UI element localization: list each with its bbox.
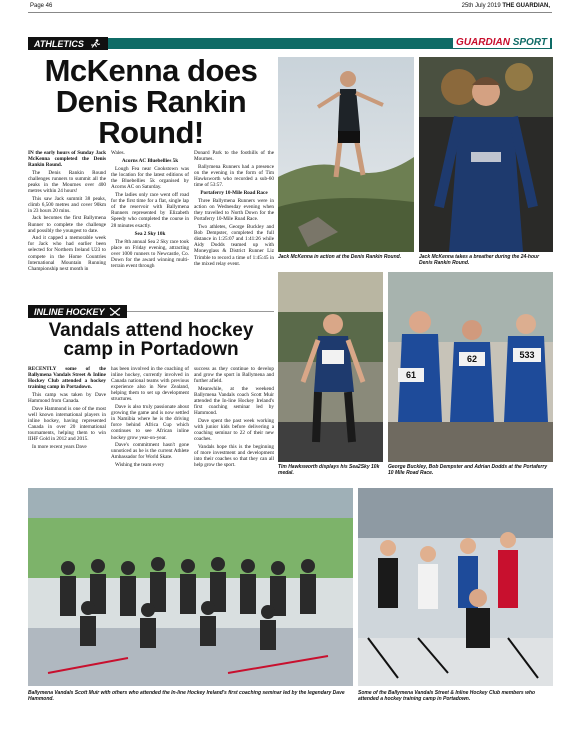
- article2-headline: Vandals attend hockey camp in Portadown: [48, 320, 254, 360]
- article1-column-3: [194, 150, 274, 300]
- issue-date: 25th July 2019: [461, 3, 501, 9]
- photo-jack-breather: [419, 57, 553, 252]
- article1-column-2: [111, 150, 189, 300]
- paragraph: The 8th annual Sea 2 Sky race took place on Friday evening, attracting over 1000 runners to Newcastle, Co. Down for the award winning multi-terrain event through: [111, 238, 189, 270]
- caption-photo4: George Buckley, Bob Dempster and Adrian Dodds at the Portaferry 10 Mile Road Race.: [388, 464, 548, 476]
- article2-column-1: [28, 366, 106, 484]
- paragraph: Three Ballymena Runners were in action on Wednesday evening when they travelled to North Down for the Portaferry 10-Mile Road Race.: [194, 198, 274, 223]
- brand-primary: GUARDIAN: [456, 37, 510, 48]
- caption-photo6: Some of the Ballymena Vandals Street & Inline Hockey Club members who attended a hockey training camp in Portadown.: [358, 690, 536, 702]
- runner-icon: [88, 39, 102, 48]
- subhead-sea2sky: Sea 2 Sky 10k: [134, 230, 166, 237]
- bib-number: 533: [513, 348, 541, 362]
- paragraph: Vandals hope this is the beginning of more investment and development into their coaches so that they can all help grow the sport.: [194, 443, 274, 468]
- paragraph: The ladies only race went off road for the first time for a flat, single lap of the reservoir with Ballymena Runners represented by Elizabeth Speedy who completed the course in 28 minutes exactly.: [111, 192, 189, 229]
- paragraph: Meanwhile, at the weekend Ballymena Vandals coach Scott Muir attended the In-line Hockey Ireland's first coaching seminar led by Hammond.: [194, 385, 274, 417]
- publication-name: THE GUARDIAN,: [502, 3, 550, 9]
- paragraph: Lough Fea near Cookstown was the location for the latest editions of the Bluebellies 5k organised by Acorns AC on Saturday.: [111, 166, 189, 191]
- paragraph: Donard Park to the foothills of the Mournes.: [194, 150, 274, 163]
- photo-jack-in-action: [278, 57, 414, 252]
- inline-hockey-section-tag: [28, 305, 127, 318]
- page-number: Page 46: [30, 3, 53, 9]
- paragraph: Jack becomes the first Ballymena Runner to complete the challenge and possibly the youngest to date.: [28, 215, 106, 234]
- photo-tim-hawksworth: [278, 272, 383, 462]
- caption-photo3: Tim Hawksworth displays his Sea2Sky 10k medal.: [278, 464, 380, 476]
- paragraph: Wishing the team every: [115, 461, 165, 468]
- paragraph: success as they continue to develop and grow the sport in Ballymena and further afield.: [194, 366, 274, 385]
- caption-photo1: Jack McKenna in action at the Denis Rankin Round.: [278, 254, 402, 260]
- guardian-sport-brand: [453, 37, 550, 48]
- caption-photo2: Jack McKenna takes a breather during the 24-hour Denis Rankin Round.: [419, 254, 540, 266]
- paragraph: Ballymena Runners had a presence on the evening in the form of Tim Hawksworth who recorded a sub-60 time of 53:57.: [194, 163, 274, 188]
- paragraph: And it capped a memorable week for Jack who had earlier been selected for Northern Ireland U23 to compete in the Home Countries International Mountain Running Championship next month in: [28, 235, 106, 272]
- article1-column-1: [28, 150, 106, 300]
- paragraph: Two athletes, George Buckley and Bob Dempster, completed the full distance in 1:25:07 and 1:41:26 while Aidy Dodds teamed up with Moneyglass & District Runner Liz Trimble to record a time of 1:45:45 in the mixed relay event.: [194, 224, 274, 267]
- athletics-section-tag: [28, 37, 108, 50]
- header-rule: [28, 12, 552, 13]
- bib-number: 61: [398, 368, 424, 382]
- paragraph: This saw Jack summit 38 peaks, climb 6,500 metres and cover 90km in 23 hours 20 mins.: [28, 195, 106, 214]
- caption-photo5: Ballymena Vandals Scott Muir with others who attended the In-line Hockey Ireland's first coaching seminar led by the legendary Dave Hammond.: [28, 690, 345, 702]
- subhead-bluebellies: Acorns AC Bluebellies 5k: [121, 158, 179, 165]
- bib-number: 62: [459, 352, 485, 366]
- paragraph: Dave spent the past week working with junior kids before delivering a coaching seminar to 22 of their new coaches.: [194, 417, 274, 443]
- paragraph: Dave's commitment hasn't gone unnoticed as he is the current Athlete Ambassador for World Skate.: [111, 442, 189, 461]
- paragraph: In more recent years Dave: [32, 443, 87, 450]
- paragraph: Dave Hammond is one of the most well known international players in inline hockey, having represented Canada in over 20 international tournaments, helping them to win IIHF Gold in 2012 and 2015.: [28, 405, 106, 443]
- hockey-sticks-icon: [109, 307, 121, 316]
- paragraph: has been involved in the coaching of inline hockey, currently involved in Canada national teams with previous experience also in New Zealand, helping them to set up development structures.: [111, 366, 189, 403]
- article1-lead: IN the early hours of Sunday Jack McKenna completed the Denis Rankin Round.: [28, 150, 106, 169]
- issue-info: [462, 3, 550, 9]
- inline-hockey-tag-label: INLINE HOCKEY: [34, 306, 105, 317]
- article2-column-2: [111, 366, 189, 484]
- photo-portaferry-trio: [388, 272, 553, 462]
- paragraph: Dave is also truly passionate about growing the game and is now settled in Namibia where he is the driving force behind Africa Cup which continues to see African inline hockey grow year-on-year.: [111, 404, 189, 441]
- photo-coaching-seminar: [28, 488, 353, 686]
- paragraph: This camp was taken by Dave Hammond from Canada.: [28, 391, 106, 404]
- brand-secondary: SPORT: [512, 37, 547, 48]
- paragraph: The Denis Rankin Round challenges runners to summit all the peaks in the Mournes over 400 metres within 24 hours!: [28, 169, 106, 195]
- athletics-tag-label: ATHLETICS: [34, 38, 84, 49]
- photo-hockey-camp: [358, 488, 553, 686]
- article2-lead: RECENTLY some of the Ballymena Vandals Street & Inline Hockey Club attended a hockey training camp in Portadown.: [28, 366, 106, 391]
- article2-column-3: [194, 366, 274, 484]
- paragraph: Wales.: [111, 150, 125, 156]
- article1-headline: McKenna does Denis Rankin Round!: [44, 53, 258, 150]
- subhead-portaferry: Portaferry 10-Mile Road Race: [200, 190, 268, 197]
